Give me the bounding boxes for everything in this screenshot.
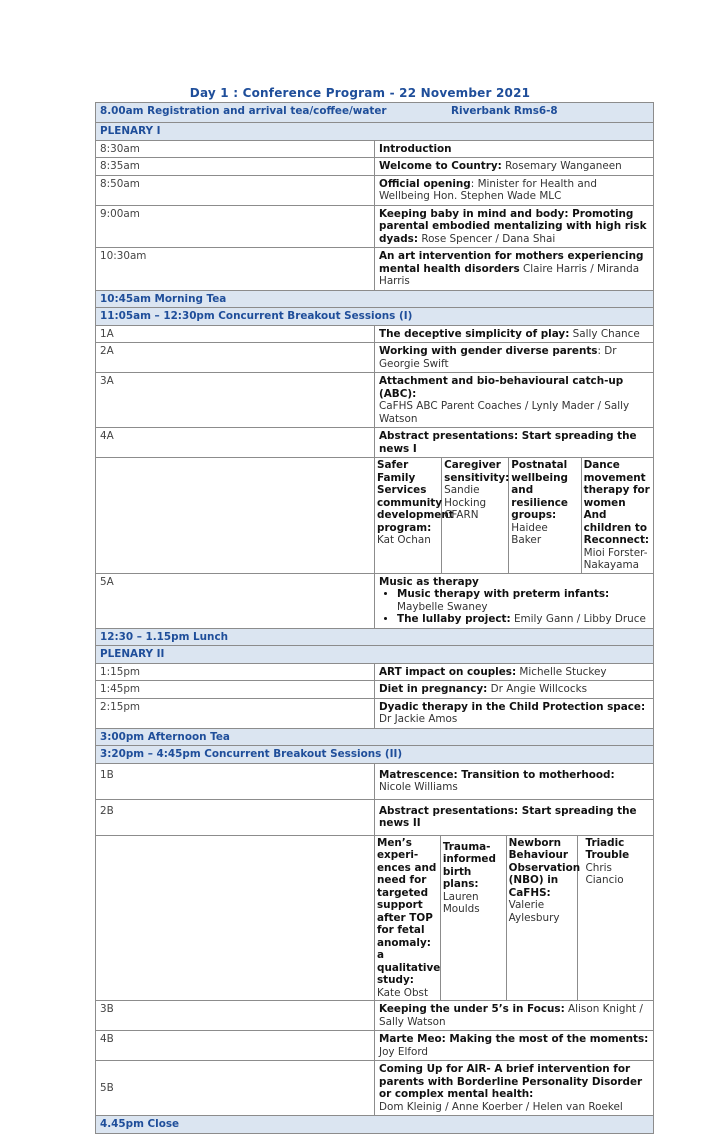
session-time: 2B <box>96 799 375 835</box>
breakout2-heading: 3:20pm – 4:45pm Concurrent Breakout Sessions (II) <box>96 746 654 764</box>
session-row <box>96 373 654 428</box>
session-title: Abstract presentations: Start spreading the news II <box>379 804 637 829</box>
session-time: 5A <box>96 573 375 628</box>
session-row <box>96 248 654 291</box>
session-time: 9:00am <box>96 205 375 248</box>
session-row <box>96 428 654 458</box>
session-title: Introduction <box>379 142 452 155</box>
session-title: Welcome to Country: <box>379 160 502 172</box>
breakout2-heading-row <box>96 746 654 764</box>
session-time: 2A <box>96 343 375 373</box>
page-title: Day 1 : Conference Program - 22 November 2021 <box>189 86 531 100</box>
plenary2-heading-row <box>96 646 654 664</box>
session-speaker: Sally Chance <box>569 327 640 340</box>
list-item: • The lullaby project: Emily Gann / Libby Druce <box>397 613 649 626</box>
session-time: 4A <box>96 428 375 458</box>
list-item: • Music therapy with preterm infants: Maybelle Swaney <box>397 588 649 613</box>
session-speaker: Rose Spencer / Dana Shai <box>418 232 556 245</box>
session-time: 2:15pm <box>96 698 375 728</box>
session-row <box>96 158 654 176</box>
abstract-speaker: Lauren Moulds <box>442 890 480 915</box>
session-row <box>96 205 654 248</box>
session-row <box>96 681 654 699</box>
session-title: An art intervention for mothers experiencing mental health disorders <box>379 250 644 275</box>
session-speaker: Joy Elford <box>379 1045 429 1058</box>
registration-room: Riverbank Rms6-8 <box>451 105 558 117</box>
session-title: Diet in pregnancy: <box>379 683 488 695</box>
session-speaker: Alison Knight / Sally Watson <box>379 1003 643 1028</box>
session-title: Music as therapy <box>379 575 479 588</box>
session-time: 8:50am <box>96 175 375 205</box>
session-time: 10:30am <box>96 248 375 291</box>
abstract-speaker: Mioi Forster-Nakayama <box>583 546 648 571</box>
session-title: The deceptive simplicity of play: <box>379 327 570 340</box>
abstract-title: Newborn Behaviour Observation (NBO) in CaFHS: <box>508 836 581 899</box>
session-title: Working with gender diverse parents <box>379 345 598 357</box>
session-speaker: : Dr Georgie Swift <box>379 345 617 370</box>
session-row <box>96 1001 654 1031</box>
session-time: 1:15pm <box>96 663 375 681</box>
abstract-title: Caregiver sensitivity: <box>444 459 510 484</box>
plenary2-heading: PLENARY II <box>96 646 654 664</box>
break-row <box>96 628 654 646</box>
session-row <box>96 763 654 799</box>
morning-tea: 10:45am Morning Tea <box>96 290 654 308</box>
session-speaker: Claire Harris / Miranda Harris <box>379 262 640 287</box>
session-time: 8:35am <box>96 158 375 176</box>
abstract-speaker: Sandie Hocking CFARN <box>444 484 487 521</box>
session-speaker: Nicole Williams <box>379 781 458 793</box>
session-row <box>96 1031 654 1061</box>
session-title: Marte Meo: Making the most of the moments: <box>379 1033 649 1045</box>
session-time: 3A <box>96 373 375 428</box>
abstract-title: Men’s experi-ences and need for targeted support after TOP for fetal anomaly: a qualitative study: <box>377 836 441 986</box>
abstract-title: Postnatal wellbeing and resilience groups: <box>511 459 568 521</box>
abstract-speaker: Chris Ciancio <box>585 861 624 886</box>
session-speaker: : Minister for Health and Wellbeing Hon. Stephen Wade MLC <box>379 177 597 202</box>
break-row <box>96 728 654 746</box>
lunch: 12:30 – 1.15pm Lunch <box>96 628 654 646</box>
abstract-title: Triadic Trouble <box>585 836 630 861</box>
breakout1-heading: 11:05am – 12:30pm Concurrent Breakout Sessions (I) <box>96 308 654 326</box>
session-time: 5B <box>96 1061 375 1116</box>
session-time: 8:30am <box>96 140 375 158</box>
abstract-speaker: Kate Obst <box>377 986 429 999</box>
abstracts-row <box>96 835 654 1001</box>
session-speaker: CaFHS ABC Parent Coaches / Lynly Mader / Sally Watson <box>379 400 630 425</box>
program-table <box>95 102 654 1134</box>
abstract-title: Dance movement therapy for women And children to Reconnect: <box>583 459 650 546</box>
session-speaker: Dr Angie Willcocks <box>487 683 588 695</box>
session-row <box>96 175 654 205</box>
session-title: Keeping baby in mind and body: Promoting parental embodied mentalizing with high risk dyads: <box>379 207 647 245</box>
break-row <box>96 290 654 308</box>
abstracts-grid <box>375 458 653 573</box>
session-title: Dyadic therapy in the Child Protection space: <box>379 700 646 713</box>
session-title: ART impact on couples: <box>379 665 517 678</box>
session-title: Coming Up for AIR- A brief intervention for parents with Borderline Personality Disorder or complex mental health: <box>379 1063 643 1100</box>
session-row <box>96 698 654 728</box>
plenary1-heading: PLENARY I <box>96 123 654 141</box>
music-list <box>379 588 649 626</box>
session-time: 4B <box>96 1031 375 1061</box>
session-title: Abstract presentations: Start spreading the news I <box>379 430 637 455</box>
afternoon-tea: 3:00pm Afternoon Tea <box>96 728 654 746</box>
session-speaker: Dr Jackie Amos <box>379 713 458 725</box>
abstract-speaker: Valerie Aylesbury <box>508 899 560 924</box>
abstract-title: Trauma-informed birth plans: <box>442 840 496 890</box>
abstracts-grid <box>375 836 653 1001</box>
plenary1-heading-row <box>96 123 654 141</box>
session-time: 3B <box>96 1001 375 1031</box>
close: 4.45pm Close <box>96 1116 654 1134</box>
session-title: Attachment and bio-behavioural catch-up (ABC): <box>379 375 624 400</box>
session-speaker: Dom Kleinig / Anne Koerber / Helen van Roekel <box>379 1100 623 1113</box>
session-speaker: Rosemary Wanganeen <box>501 160 622 172</box>
close-row <box>96 1116 654 1134</box>
session-title: Official opening <box>379 177 471 190</box>
session-row <box>96 140 654 158</box>
abstract-title: Safer Family Services community development program: <box>377 459 454 534</box>
abstracts-row <box>96 458 654 574</box>
session-row <box>96 573 654 628</box>
session-title: Keeping the under 5’s in Focus: <box>379 1003 565 1015</box>
session-row <box>96 325 654 343</box>
breakout1-heading-row <box>96 308 654 326</box>
abstract-speaker: Kat Ochan <box>377 534 431 546</box>
session-row <box>96 1061 654 1116</box>
session-row <box>96 799 654 835</box>
session-speaker: Michelle Stuckey <box>516 665 607 678</box>
session-title: Matrescence: Transition to motherhood: <box>379 768 615 781</box>
session-row <box>96 343 654 373</box>
session-time: 1B <box>96 763 375 799</box>
registration-text: 8.00am Registration and arrival tea/coffee/water <box>100 105 387 117</box>
session-time: 1A <box>96 325 375 343</box>
session-row <box>96 663 654 681</box>
session-time: 1:45pm <box>96 681 375 699</box>
abstract-speaker: Haidee Baker <box>511 521 548 546</box>
registration-row <box>96 103 654 123</box>
